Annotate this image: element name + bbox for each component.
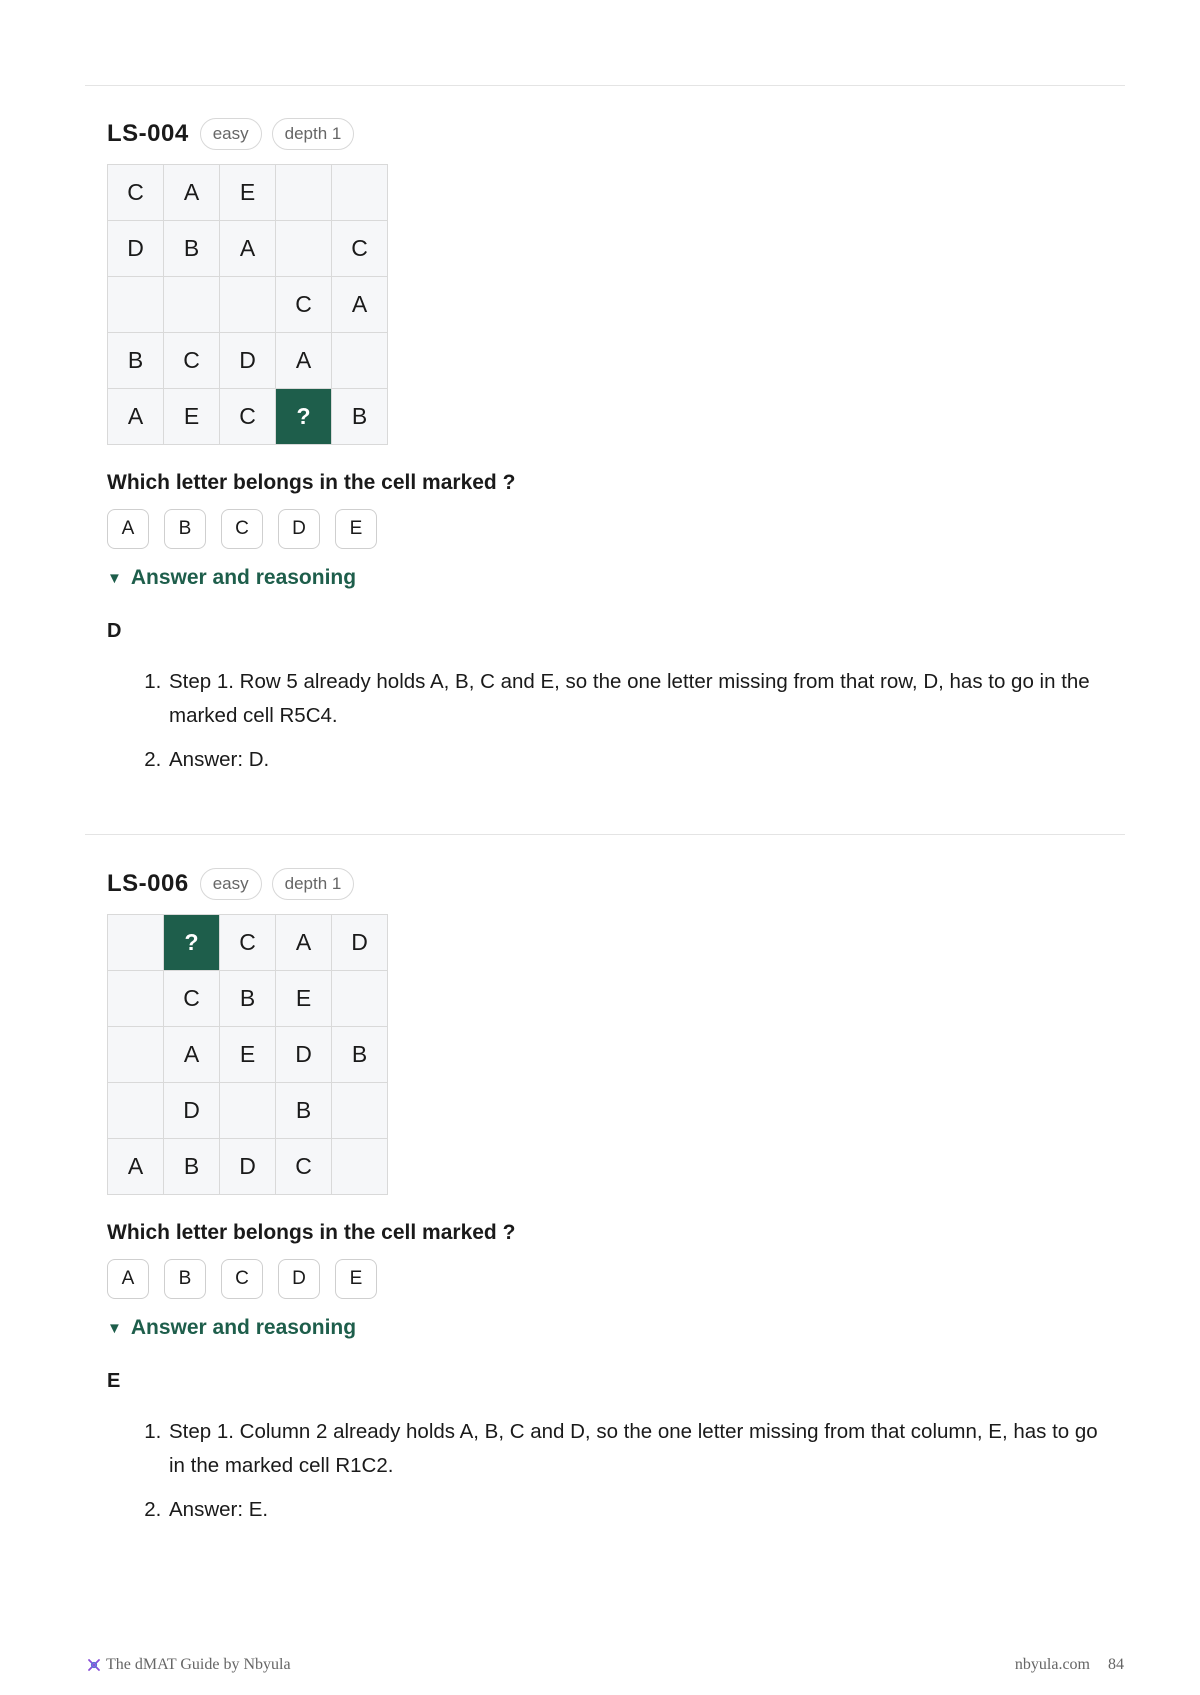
nbyula-logo-icon: [86, 1657, 102, 1673]
grid-cell: C: [108, 165, 164, 221]
answer-options: [107, 1259, 1107, 1299]
reasoning-step: 2. Answer: E.: [167, 1493, 1107, 1527]
grid-cell: C: [276, 277, 332, 333]
grid-cell: C: [276, 1139, 332, 1195]
option-b-button[interactable]: B: [164, 509, 206, 549]
grid-cell: [332, 971, 388, 1027]
grid-cell: A: [164, 1027, 220, 1083]
grid-cell: [332, 1139, 388, 1195]
answer-toggle-label: Answer and reasoning: [130, 1316, 357, 1339]
grid-cell: A: [276, 333, 332, 389]
problem-ls-004: [107, 116, 1107, 787]
grid-cell: [108, 277, 164, 333]
grid-cell: [220, 277, 276, 333]
grid-cell: A: [276, 915, 332, 971]
grid-cell: D: [220, 1139, 276, 1195]
depth-badge: depth 1: [272, 868, 355, 900]
grid-cell: [332, 1083, 388, 1139]
grid-cell: B: [276, 1083, 332, 1139]
grid-cell: C: [220, 915, 276, 971]
grid-cell: E: [164, 389, 220, 445]
question-text: Which letter belongs in the cell marked ?: [107, 1221, 516, 1244]
option-c-button[interactable]: C: [221, 1259, 263, 1299]
grid-cell: [108, 971, 164, 1027]
triangle-down-icon: ▼: [107, 569, 122, 587]
grid-cell: [332, 165, 388, 221]
latin-square-grid: [107, 914, 388, 1195]
option-d-button[interactable]: D: [278, 1259, 320, 1299]
grid-cell: B: [164, 221, 220, 277]
depth-badge: depth 1: [272, 118, 355, 150]
grid-cell: D: [108, 221, 164, 277]
option-e-button[interactable]: E: [335, 509, 377, 549]
grid-cell: B: [332, 389, 388, 445]
grid-cell: D: [332, 915, 388, 971]
grid-cell: C: [332, 221, 388, 277]
grid-cell: C: [220, 389, 276, 445]
option-a-button[interactable]: A: [107, 509, 149, 549]
difficulty-badge: easy: [200, 118, 262, 150]
grid-cell: A: [108, 389, 164, 445]
answer-toggle[interactable]: [107, 566, 1107, 590]
option-e-button[interactable]: E: [335, 1259, 377, 1299]
grid-cell: D: [276, 1027, 332, 1083]
problem-header: [107, 116, 1107, 152]
grid-cell: C: [164, 971, 220, 1027]
option-d-button[interactable]: D: [278, 509, 320, 549]
grid-cell: [332, 333, 388, 389]
problem-ls-006: [107, 866, 1107, 1537]
reasoning-steps: [107, 665, 1107, 777]
footer-right: [1001, 1656, 1124, 1674]
section-divider: [85, 834, 1125, 835]
reasoning-steps: [107, 1415, 1107, 1527]
difficulty-badge: easy: [200, 868, 262, 900]
grid-cell: B: [164, 1139, 220, 1195]
grid-cell: B: [108, 333, 164, 389]
problem-id: LS-004: [107, 120, 189, 147]
footer-brand: [86, 1656, 291, 1674]
grid-cell: A: [220, 221, 276, 277]
latin-square-grid: [107, 164, 388, 445]
grid-cell: [108, 1083, 164, 1139]
grid-cell: C: [164, 333, 220, 389]
reasoning-step: 1. Step 1. Row 5 already holds A, B, C and E, so the one letter missing from that row, D, has to go in the marked cell R5C4.: [167, 665, 1107, 733]
answer-toggle[interactable]: [107, 1316, 1107, 1340]
grid-cell: D: [220, 333, 276, 389]
top-divider: [85, 85, 1125, 86]
answer-toggle-label: Answer and reasoning: [130, 566, 357, 589]
problem-id: LS-006: [107, 870, 189, 897]
question-text: Which letter belongs in the cell marked ?: [107, 471, 516, 494]
grid-cell: [108, 1027, 164, 1083]
grid-cell-target: ?: [276, 389, 332, 445]
answer-value: E: [107, 1370, 121, 1392]
answer-options: [107, 509, 1107, 549]
grid-cell: E: [220, 165, 276, 221]
option-a-button[interactable]: A: [107, 1259, 149, 1299]
page-footer: [86, 1656, 1124, 1674]
grid-cell: B: [220, 971, 276, 1027]
footer-site[interactable]: nbyula.com: [1014, 1656, 1090, 1673]
footer-brand-text: The dMAT Guide by Nbyula: [106, 1656, 291, 1673]
grid-cell: [108, 915, 164, 971]
grid-cell: A: [332, 277, 388, 333]
grid-cell: [164, 277, 220, 333]
triangle-down-icon: ▼: [107, 1319, 122, 1337]
grid-cell: E: [220, 1027, 276, 1083]
grid-cell: D: [164, 1083, 220, 1139]
reasoning-step: 1. Step 1. Column 2 already holds A, B, C and D, so the one letter missing from that column, E, has to go in the marked cell R1C2.: [167, 1415, 1107, 1483]
grid-cell: A: [164, 165, 220, 221]
page-number: 84: [1108, 1656, 1124, 1673]
option-c-button[interactable]: C: [221, 509, 263, 549]
grid-cell: [276, 221, 332, 277]
grid-cell: E: [276, 971, 332, 1027]
answer-value: D: [107, 620, 122, 642]
grid-cell: [220, 1083, 276, 1139]
option-b-button[interactable]: B: [164, 1259, 206, 1299]
grid-cell: [276, 165, 332, 221]
grid-cell: B: [332, 1027, 388, 1083]
grid-cell: A: [108, 1139, 164, 1195]
problem-header: [107, 866, 1107, 902]
grid-cell-target: ?: [164, 915, 220, 971]
reasoning-step: 2. Answer: D.: [167, 743, 1107, 777]
